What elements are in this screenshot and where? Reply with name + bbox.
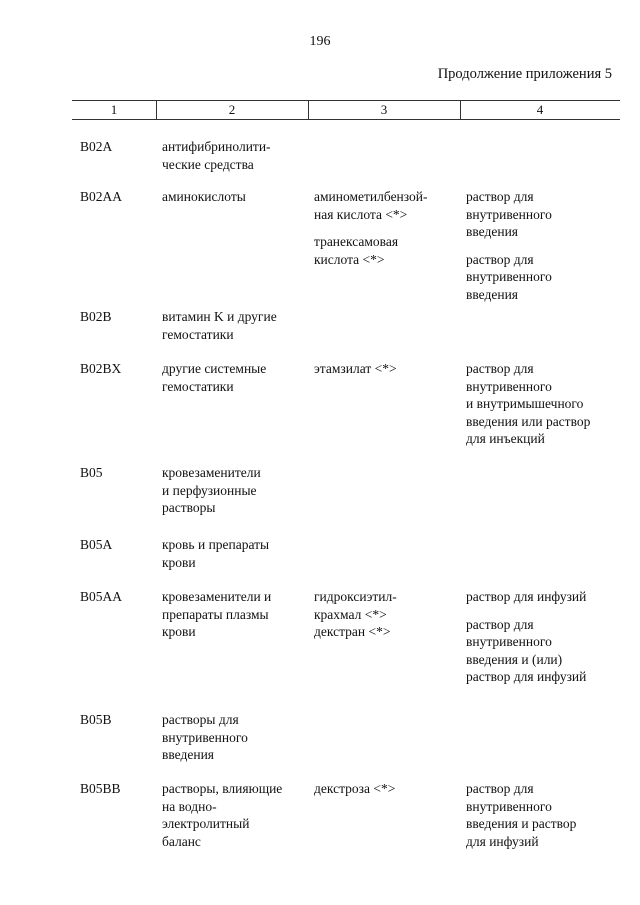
group-name [162, 188, 310, 206]
text-line: кислота <*> [314, 251, 385, 267]
dosage-form-entry [466, 360, 622, 448]
atc-code [80, 536, 158, 554]
text-line: гемостатики [162, 378, 234, 394]
text-line: внутривенного [466, 206, 552, 222]
text-line: крови [162, 624, 196, 639]
continuation-label: Продолжение приложения 5 [437, 66, 612, 82]
text-line: крахмал <*> [314, 606, 387, 622]
text-line: внутривенного [466, 269, 552, 284]
text-line: введения [466, 224, 519, 239]
text-line: и внутримышечного [466, 396, 584, 411]
text-line: введения [466, 286, 519, 302]
drug-name-entry [314, 188, 462, 223]
text-line: внутривенного [466, 378, 552, 394]
table-header [72, 100, 620, 120]
group-name [162, 138, 310, 173]
text-line: крови [162, 554, 196, 570]
atc-code [80, 188, 158, 206]
drug-name-entry [314, 588, 462, 641]
text-line: на водно- [162, 798, 217, 814]
drug-name-entry [314, 233, 462, 268]
text-line: растворы, влияющие [162, 781, 283, 796]
group-name [162, 464, 310, 517]
page-number: 196 [309, 34, 331, 49]
atc-code [80, 711, 158, 729]
text-line: препараты плазмы [162, 606, 269, 622]
text-line: антифибринолити- [162, 139, 271, 154]
text-line: введения [162, 747, 215, 762]
dosage-form-entry [466, 616, 622, 686]
text-line: другие системные [162, 361, 267, 376]
text-line: декстран <*> [314, 624, 391, 639]
drug-name [314, 588, 462, 641]
text-line: для инъекций [466, 431, 545, 446]
header-col-1: 1 [110, 102, 118, 117]
atc-code [80, 780, 158, 798]
text-line: B05A [80, 537, 113, 552]
group-name [162, 780, 310, 850]
text-line: растворы [162, 500, 216, 515]
text-line: раствор для [466, 616, 534, 632]
dosage-form-entry [466, 780, 622, 850]
text-line: гемостатики [162, 326, 234, 342]
header-col-4: 4 [536, 102, 544, 117]
group-name [162, 308, 310, 343]
dosage-form-entry [466, 188, 622, 241]
text-line: B02AA [80, 189, 123, 204]
dosage-form [466, 780, 622, 850]
atc-code [80, 360, 158, 378]
drug-name-entry [314, 360, 462, 378]
drug-name [314, 780, 462, 798]
text-line: B05BB [80, 781, 121, 796]
text-line: раствор для инфузий [466, 589, 587, 604]
dosage-form-entry [466, 251, 622, 304]
atc-code [80, 138, 158, 156]
header-col-3: 3 [380, 102, 388, 117]
text-line: раствор для [466, 251, 534, 267]
text-line: внутривенного [466, 634, 552, 649]
text-line: кровезаменители [162, 465, 261, 480]
text-line: раствор для [466, 781, 534, 796]
text-line: и перфузионные [162, 482, 257, 498]
text-line: раствор для инфузий [466, 669, 587, 684]
text-line: кровь и препараты [162, 537, 270, 552]
dosage-form [466, 188, 622, 303]
text-line: B05 [80, 465, 103, 480]
group-name [162, 536, 310, 571]
group-name [162, 588, 310, 641]
text-line: B02BX [80, 361, 122, 376]
text-line: ческие средства [162, 156, 254, 172]
text-line: аминометилбензой- [314, 189, 428, 204]
drug-name [314, 360, 462, 378]
group-name [162, 360, 310, 395]
text-line: гидроксиэтил- [314, 589, 397, 604]
dosage-form [466, 588, 622, 686]
atc-code [80, 308, 158, 326]
text-line: растворы для [162, 712, 239, 727]
text-line: кровезаменители и [162, 589, 272, 604]
dosage-form-entry [466, 588, 622, 606]
atc-code [80, 464, 158, 482]
group-name [162, 711, 310, 764]
text-line: транексамовая [314, 234, 399, 249]
text-line: введения и (или) [466, 651, 563, 667]
text-line: для инфузий [466, 833, 539, 849]
text-line: баланс [162, 833, 201, 849]
text-line: раствор для [466, 361, 534, 376]
text-line: аминокислоты [162, 189, 246, 204]
text-line: B05B [80, 712, 112, 727]
text-line: витамин K и другие [162, 309, 277, 324]
text-line: ная кислота <*> [314, 206, 408, 222]
text-line: этамзилат <*> [314, 361, 397, 376]
text-line: раствор для [466, 189, 534, 204]
atc-code [80, 588, 158, 606]
header-col-2: 2 [228, 102, 236, 117]
text-line: введения и раствор [466, 816, 577, 831]
text-line: B05AA [80, 589, 123, 604]
text-line: введения или раствор [466, 413, 591, 429]
drug-name [314, 188, 462, 268]
text-line: B02B [80, 309, 112, 324]
text-line: B02A [80, 139, 113, 154]
text-line: внутривенного [162, 729, 248, 745]
drug-name-entry [314, 780, 462, 798]
dosage-form [466, 360, 622, 448]
text-line: электролитный [162, 816, 250, 831]
text-line: декстроза <*> [314, 781, 396, 796]
text-line: внутривенного [466, 798, 552, 814]
